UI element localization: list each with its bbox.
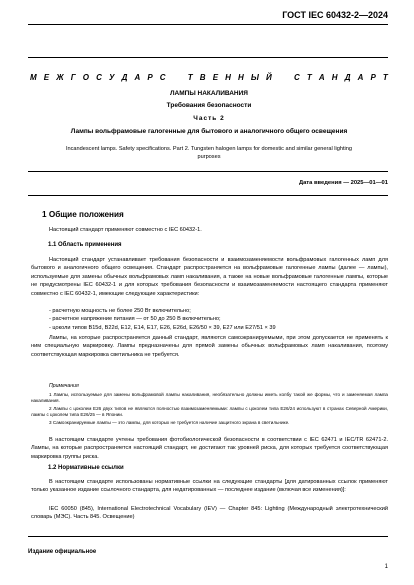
notes-heading: Примечания [49, 383, 79, 389]
banner-letter: С [294, 73, 300, 82]
header-rule [28, 57, 388, 58]
scope-bullet-voltage: - расчетное напряжение питания — от 50 до 250 В включительно; [49, 316, 221, 322]
doc-part: Часть 2 [193, 115, 225, 122]
banner-letter: Д [121, 73, 128, 82]
note-3: 3 Самоэкранируемые лампы — это лампы, для которых не требуется наличие защитного экрана в светильнике. [49, 420, 290, 425]
note-2: 2 Лампы с цоколем E26 двух типов не являются полностью взаимозаменяемыми: лампы с цоколем типа E26/24 используют в странах Северной Америки, лампы с цоколем типа E26/25 — в Японии. [31, 406, 388, 418]
references-paragraph-2: IEC 60050 (845), International Electrotechnical Vocabulary (IEV) — Chapter 845: Lighting (Международный электротехнический словарь (МЭС). Часть 845. Освещение) [31, 506, 388, 521]
banner-letter: Е [43, 73, 50, 82]
banner-letter: У [109, 73, 115, 82]
scope-bullet-caps: - цоколи типов B15d, B22d, E12, E14, E17, E26, E26d, E26/50 × 39, E27 или E27/51 × 39 [49, 325, 276, 331]
doc-part-title: Лампы вольфрамовые галогенные для бытового и аналогичного общего освещения [70, 128, 348, 135]
banner-letter: Д [344, 73, 351, 82]
banner-letter: Н [331, 73, 338, 82]
banner-letter: Н [238, 73, 244, 82]
english-title-line2: purposes [197, 154, 221, 160]
banner-letter: М [30, 73, 37, 82]
banner-letter: Г [70, 73, 76, 82]
note-1: 1 Лампы, используемые для замены вольфрамовой лампы накаливания, необязательно должны иметь колбу такой же формы, что и заменяемая лампа накаливания. [31, 392, 388, 404]
banner-letter: Е [212, 73, 219, 82]
banner-letter: О [82, 73, 90, 82]
section-intro: Настоящий стандарт применяют совместно с IEC 60432-1. [49, 227, 202, 233]
scope-paragraph-3: В настоящем стандарте учтены требования фотобиологической безопасности в соответствии с IEC 62471 и IEC/TR 62471-2. Лампы, на которые распространяется настоящий стандарт, не достигают так уровней риска, для которых требуется соответствующая маркировка группы риска. [31, 437, 388, 460]
subsection-heading-scope: 1.1 Область применения [48, 242, 122, 248]
doc-title-lamps: ЛАМПЫ НАКАЛИВАНИЯ [170, 90, 248, 97]
banner-letter: Р [370, 73, 376, 82]
references-paragraph-1: В настоящем стандарте использованы нормативные ссылки на следующие стандарты [для датированных ссылок применяют только указанное издание ссылочного стандарта, для недатированных — последнее издание (включая все изменения)]: [31, 479, 388, 494]
official-edition: Издание официальное [28, 549, 97, 555]
banner-letter: С [159, 73, 166, 82]
footer-rule [28, 536, 388, 537]
banner-letter: В [199, 73, 206, 82]
banner-letter: А [357, 73, 364, 82]
banner-gap [279, 73, 287, 82]
top-rule [28, 24, 388, 25]
banner-letter: Т [187, 73, 193, 82]
banner-letter: Р [147, 73, 153, 82]
scope-bullet-power: - расчетную мощность не более 250 Вт включительно; [49, 308, 191, 314]
banner-gap [173, 73, 181, 82]
section-heading: 1 Общие положения [42, 210, 124, 219]
doc-subtitle-requirements: Требования безопасности [166, 102, 252, 109]
subsection-heading-references: 1.2 Нормативные ссылки [48, 465, 124, 471]
banner-letter: Т [382, 73, 388, 82]
english-title-line1: Incandescent lamps. Safety specifications. Part 2. Tungsten halogen lamps for domestic and similar general lighting [65, 146, 353, 152]
effective-date: Дата введения — 2025—01—01 [298, 180, 388, 186]
banner-letter: Н [225, 73, 231, 82]
banner-letter: Т [306, 73, 312, 82]
standard-id: ГОСТ IEC 60432-2—2024 [282, 10, 388, 20]
banner-letter: А [134, 73, 141, 82]
title-rule [28, 171, 388, 172]
banner-letter: Й [266, 73, 272, 82]
page-number: 1 [384, 564, 388, 570]
banner-letter: А [318, 73, 325, 82]
banner-letter: С [96, 73, 102, 82]
scope-paragraph-1: Настоящий стандарт устанавливает требования безопасности и взаимозаменяемости вольфрамовых галогенных ламп для бытового и аналогичного общего освещения. Стандарт распространяется на вольфрамовые галогенные лампы (далее — лампы), используемые для замены обычных вольфрамовых ламп накаливания, а также на новые вольфрамовые галогенные лампы, которые не предусмотрены IEC 60432-1 и для которых требования безопасности и взаимозаменяемости настоящего стандарта применяют совместно с IEC 60432-1, имеющие следующие характеристики: [31, 257, 388, 297]
english-title [30, 145, 388, 161]
banner-letter: Ж [56, 73, 64, 82]
scope-paragraph-2: Лампы, на которые распространяется данный стандарт, являются самоэкранируемыми, при этом допускается не применять к ним специальную маркировку. Лампы предназначены для прямой замены обычных вольфрамовых ламп накаливания, поэтому соответствующая маркировка светильника не требуется. [31, 335, 388, 358]
date-rule [28, 195, 388, 196]
interstate-standard-banner [30, 73, 388, 82]
banner-letter: Ы [250, 73, 259, 82]
